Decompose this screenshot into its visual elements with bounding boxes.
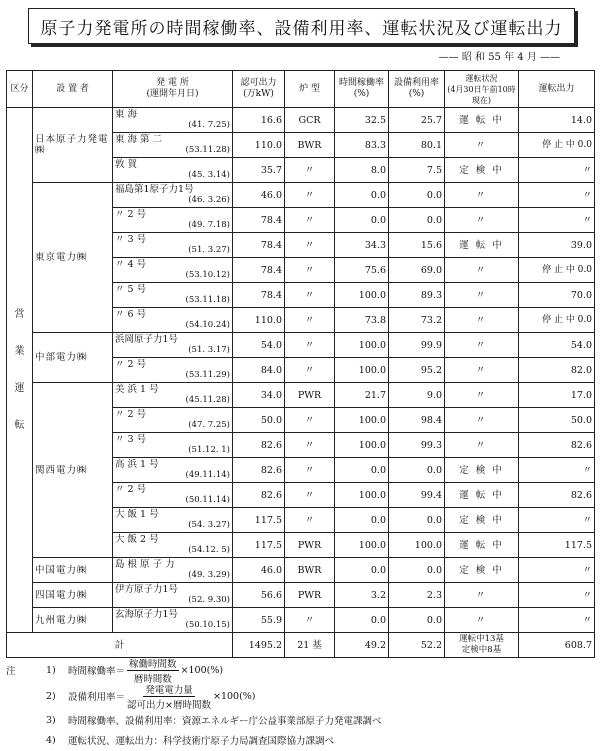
status-cell: 運 転 中 bbox=[445, 483, 519, 508]
time-rate-cell: 100.0 bbox=[335, 333, 389, 358]
util-rate-cell: 98.4 bbox=[389, 408, 445, 433]
plant-table bbox=[6, 70, 595, 658]
plant-cell bbox=[113, 333, 233, 358]
reactor-cell: 〃 bbox=[285, 483, 335, 508]
plant-name: 島 根 原 子 力 bbox=[115, 559, 175, 570]
time-rate-cell: 75.6 bbox=[335, 258, 389, 283]
status-cell: 〃 bbox=[445, 258, 519, 283]
output-cell: 〃 bbox=[519, 508, 595, 533]
plant-name: 大 飯 1 号 bbox=[115, 509, 159, 520]
status-cell: 〃 bbox=[445, 583, 519, 608]
date-subtitle: —— 昭 和 55 年 4 月 —— bbox=[438, 52, 560, 63]
time-rate-cell: 73.8 bbox=[335, 308, 389, 333]
output-cell: 14.0 bbox=[519, 108, 595, 133]
reactor-cell: 〃 bbox=[285, 208, 335, 233]
owner-cell: 関西電力㈱ bbox=[33, 383, 113, 558]
util-rate-cell: 7.5 bbox=[389, 158, 445, 183]
plant-name: 美 浜 1 号 bbox=[115, 384, 159, 395]
plant-cell bbox=[113, 458, 233, 483]
plant-date: (50.11.14) bbox=[185, 495, 230, 505]
total-time: 49.2 bbox=[335, 633, 389, 658]
plant-name: 〃 2 号 bbox=[115, 409, 147, 420]
header-plant: 発 電 所 (運開年月日) bbox=[113, 71, 233, 108]
status-cell: 〃 bbox=[445, 408, 519, 433]
owner-cell: 東京電力㈱ bbox=[33, 183, 113, 333]
plant-cell bbox=[113, 183, 233, 208]
output-cell: 82.0 bbox=[519, 358, 595, 383]
plant-date: (51. 3.17) bbox=[188, 345, 230, 355]
plant-cell bbox=[113, 558, 233, 583]
kubun-cell bbox=[7, 108, 33, 633]
header-kubun: 区分 bbox=[7, 71, 33, 108]
plant-name: 大 飯 2 号 bbox=[115, 534, 159, 545]
header-output: 運転出力 bbox=[519, 71, 595, 108]
plant-date: (54. 3.27) bbox=[188, 520, 230, 530]
output-cell: 〃 bbox=[519, 183, 595, 208]
time-rate-cell: 32.5 bbox=[335, 108, 389, 133]
time-rate-cell: 0.0 bbox=[335, 208, 389, 233]
plant-date: (53.11.18) bbox=[185, 295, 230, 305]
note-3 bbox=[6, 710, 594, 730]
util-rate-cell: 0.0 bbox=[389, 183, 445, 208]
util-rate-cell: 0.0 bbox=[389, 508, 445, 533]
owner-cell: 四国電力㈱ bbox=[33, 583, 113, 608]
plant-date: (46. 3.26) bbox=[188, 195, 230, 205]
plant-cell bbox=[113, 108, 233, 133]
plant-date: (51.12. 1) bbox=[188, 445, 230, 455]
plant-name: 敦 賀 bbox=[115, 159, 138, 170]
plant-name: 東 海 bbox=[115, 109, 138, 120]
reactor-cell: BWR bbox=[285, 558, 335, 583]
capacity-cell: 82.6 bbox=[233, 458, 285, 483]
plant-name: 浜岡原子力1号 bbox=[115, 334, 179, 345]
plant-name: 〃 3 号 bbox=[115, 234, 147, 245]
page-title bbox=[28, 8, 575, 44]
reactor-cell: 〃 bbox=[285, 408, 335, 433]
status-cell: 運 転 中 bbox=[445, 233, 519, 258]
status-cell: 〃 bbox=[445, 358, 519, 383]
reactor-cell: PWR bbox=[285, 583, 335, 608]
status-cell: 〃 bbox=[445, 383, 519, 408]
capacity-cell: 50.0 bbox=[233, 408, 285, 433]
status-cell: 運 転 中 bbox=[445, 108, 519, 133]
util-rate-cell: 73.2 bbox=[389, 308, 445, 333]
plant-cell bbox=[113, 133, 233, 158]
table-row bbox=[7, 558, 595, 583]
time-rate-cell: 0.0 bbox=[335, 183, 389, 208]
kubun-char: 業 bbox=[14, 346, 25, 357]
note-4-text: 運転状況、運転出力：科学技術庁原子力局調査国際協力課調べ bbox=[68, 736, 335, 747]
capacity-cell: 16.6 bbox=[233, 108, 285, 133]
time-rate-cell: 100.0 bbox=[335, 533, 389, 558]
time-rate-cell: 0.0 bbox=[335, 508, 389, 533]
status-cell: 〃 bbox=[445, 183, 519, 208]
plant-cell bbox=[113, 508, 233, 533]
plant-name: 〃 5 号 bbox=[115, 284, 147, 295]
capacity-cell: 82.6 bbox=[233, 433, 285, 458]
util-rate-cell: 15.6 bbox=[389, 233, 445, 258]
util-rate-cell: 100.0 bbox=[389, 533, 445, 558]
plant-date: (53.11.28) bbox=[185, 145, 230, 155]
total-label: 計 bbox=[7, 633, 233, 658]
note-2-denominator: 認可出力×暦時間数 bbox=[127, 699, 211, 711]
header-reactor: 炉 型 bbox=[285, 71, 335, 108]
output-cell: 停 止 中 0.0 bbox=[519, 308, 595, 333]
header-util-rate: 設備利用率 (%) bbox=[389, 71, 445, 108]
util-rate-cell: 99.9 bbox=[389, 333, 445, 358]
status-cell: 〃 bbox=[445, 608, 519, 633]
table-row bbox=[7, 583, 595, 608]
util-rate-cell: 99.4 bbox=[389, 483, 445, 508]
util-rate-cell: 9.0 bbox=[389, 383, 445, 408]
reactor-cell: 〃 bbox=[285, 333, 335, 358]
plant-cell bbox=[113, 358, 233, 383]
total-status bbox=[445, 633, 519, 658]
plant-cell bbox=[113, 408, 233, 433]
time-rate-cell: 0.0 bbox=[335, 458, 389, 483]
time-rate-cell: 100.0 bbox=[335, 483, 389, 508]
util-rate-cell: 25.7 bbox=[389, 108, 445, 133]
plant-cell bbox=[113, 258, 233, 283]
plant-date: (49.11.14) bbox=[185, 470, 230, 480]
plant-cell bbox=[113, 158, 233, 183]
note-1-label: 時間稼働率＝ bbox=[68, 666, 126, 677]
total-capacity: 1495.2 bbox=[233, 633, 285, 658]
table-row bbox=[7, 183, 595, 208]
output-cell: 17.0 bbox=[519, 383, 595, 408]
output-cell: 39.0 bbox=[519, 233, 595, 258]
util-rate-cell: 95.2 bbox=[389, 358, 445, 383]
note-2-label: 設備利用率＝ bbox=[68, 692, 126, 703]
plant-date: (45.11.28) bbox=[185, 395, 230, 405]
plant-date: (49. 3.29) bbox=[188, 570, 230, 580]
output-cell: 〃 bbox=[519, 458, 595, 483]
header-status: 運転状況 (4月30日午前10時現在) bbox=[445, 71, 519, 108]
capacity-cell: 54.0 bbox=[233, 333, 285, 358]
plant-date: (49. 7.18) bbox=[188, 220, 230, 230]
plant-date: (45. 3.14) bbox=[188, 170, 230, 180]
plant-date: (51. 3.27) bbox=[188, 245, 230, 255]
owner-cell: 中国電力㈱ bbox=[33, 558, 113, 583]
plant-cell bbox=[113, 483, 233, 508]
reactor-cell: 〃 bbox=[285, 283, 335, 308]
capacity-cell: 78.4 bbox=[233, 233, 285, 258]
plant-name: 伊方原子力1号 bbox=[115, 584, 179, 595]
plant-cell bbox=[113, 583, 233, 608]
note-1 bbox=[6, 658, 594, 685]
owner-cell: 九州電力㈱ bbox=[33, 608, 113, 633]
util-rate-cell: 99.3 bbox=[389, 433, 445, 458]
title-text: 原子力発電所の時間稼働率、設備利用率、運転状況及び運転出力 bbox=[40, 18, 563, 39]
util-rate-cell: 0.0 bbox=[389, 458, 445, 483]
plant-name: 〃 4 号 bbox=[115, 259, 147, 270]
table-row bbox=[7, 608, 595, 633]
status-cell: 〃 bbox=[445, 333, 519, 358]
plant-date: (53.11.29) bbox=[185, 370, 230, 380]
note-4-index: 4) bbox=[46, 734, 56, 746]
output-cell: 〃 bbox=[519, 583, 595, 608]
status-cell: 定 検 中 bbox=[445, 558, 519, 583]
capacity-cell: 84.0 bbox=[233, 358, 285, 383]
capacity-cell: 82.6 bbox=[233, 483, 285, 508]
plant-date: (41. 7.25) bbox=[188, 120, 230, 130]
capacity-cell: 117.5 bbox=[233, 508, 285, 533]
status-cell: 定 検 中 bbox=[445, 158, 519, 183]
total-status-inspection: 定検中8基 bbox=[461, 645, 502, 655]
time-rate-cell: 8.0 bbox=[335, 158, 389, 183]
note-2-tail: ×100(%) bbox=[212, 690, 256, 702]
time-rate-cell: 100.0 bbox=[335, 358, 389, 383]
output-cell: 70.0 bbox=[519, 283, 595, 308]
note-2-numerator: 発電電力量 bbox=[143, 682, 195, 697]
reactor-cell: 〃 bbox=[285, 508, 335, 533]
capacity-cell: 110.0 bbox=[233, 308, 285, 333]
note-1-tail: ×100(%) bbox=[180, 664, 224, 676]
plant-name: 〃 2 号 bbox=[115, 484, 147, 495]
output-cell: 82.6 bbox=[519, 433, 595, 458]
plant-cell bbox=[113, 208, 233, 233]
plant-name: 東 海 第 二 bbox=[115, 134, 163, 145]
time-rate-cell: 100.0 bbox=[335, 408, 389, 433]
header-capacity: 認可出力 (万kW) bbox=[233, 71, 285, 108]
output-cell: 〃 bbox=[519, 158, 595, 183]
output-cell: 50.0 bbox=[519, 408, 595, 433]
table-row bbox=[7, 383, 595, 408]
output-cell: 54.0 bbox=[519, 333, 595, 358]
notes bbox=[6, 660, 594, 750]
plant-date: (54.10.24) bbox=[185, 320, 230, 330]
output-cell: 〃 bbox=[519, 558, 595, 583]
plant-name: 〃 2 号 bbox=[115, 209, 147, 220]
plant-cell bbox=[113, 433, 233, 458]
status-cell: 〃 bbox=[445, 433, 519, 458]
header-row bbox=[7, 71, 595, 108]
header-time-rate: 時間稼働率 (%) bbox=[335, 71, 389, 108]
plant-cell bbox=[113, 283, 233, 308]
plant-date: (50.10.15) bbox=[185, 620, 230, 630]
util-rate-cell: 69.0 bbox=[389, 258, 445, 283]
time-rate-cell: 21.7 bbox=[335, 383, 389, 408]
table-row bbox=[7, 333, 595, 358]
note-2-fraction bbox=[127, 682, 211, 711]
reactor-cell: 〃 bbox=[285, 358, 335, 383]
total-output: 608.7 bbox=[519, 633, 595, 658]
output-cell: 82.6 bbox=[519, 483, 595, 508]
note-2-index: 2) bbox=[46, 690, 56, 702]
capacity-cell: 110.0 bbox=[233, 133, 285, 158]
reactor-cell: 〃 bbox=[285, 458, 335, 483]
plant-name: 高 浜 1 号 bbox=[115, 459, 159, 470]
time-rate-cell: 0.0 bbox=[335, 608, 389, 633]
plant-date: (52. 9.30) bbox=[188, 595, 230, 605]
plant-date: (47. 7.25) bbox=[188, 420, 230, 430]
plant-cell bbox=[113, 533, 233, 558]
notes-prefix: 注 bbox=[6, 666, 16, 677]
time-rate-cell: 83.3 bbox=[335, 133, 389, 158]
capacity-cell: 56.6 bbox=[233, 583, 285, 608]
status-cell: 〃 bbox=[445, 308, 519, 333]
util-rate-cell: 0.0 bbox=[389, 558, 445, 583]
status-cell: 〃 bbox=[445, 208, 519, 233]
note-3-index: 3) bbox=[46, 714, 56, 726]
capacity-cell: 78.4 bbox=[233, 208, 285, 233]
total-row bbox=[7, 633, 595, 658]
util-rate-cell: 2.3 bbox=[389, 583, 445, 608]
plant-date: (54.12. 5) bbox=[188, 545, 230, 555]
plant-date: (53.10.12) bbox=[185, 270, 230, 280]
plant-cell bbox=[113, 233, 233, 258]
reactor-cell: 〃 bbox=[285, 183, 335, 208]
table-row bbox=[7, 108, 595, 133]
time-rate-cell: 34.3 bbox=[335, 233, 389, 258]
util-rate-cell: 80.1 bbox=[389, 133, 445, 158]
status-cell: 〃 bbox=[445, 133, 519, 158]
owner-cell: 中部電力㈱ bbox=[33, 333, 113, 383]
header-owner: 設 置 者 bbox=[33, 71, 113, 108]
note-1-index: 1) bbox=[46, 664, 56, 676]
status-cell: 定 検 中 bbox=[445, 508, 519, 533]
reactor-cell: PWR bbox=[285, 383, 335, 408]
note-3-text: 時間稼働率、設備利用率：資源エネルギー庁公益事業部原子力発電課調べ bbox=[68, 716, 382, 727]
plant-name: 〃 2 号 bbox=[115, 359, 147, 370]
reactor-cell: GCR bbox=[285, 108, 335, 133]
capacity-cell: 46.0 bbox=[233, 558, 285, 583]
owner-cell: 日本原子力発電㈱ bbox=[33, 108, 113, 183]
capacity-cell: 35.7 bbox=[233, 158, 285, 183]
status-cell: 定 検 中 bbox=[445, 458, 519, 483]
time-rate-cell: 3.2 bbox=[335, 583, 389, 608]
reactor-cell: 〃 bbox=[285, 233, 335, 258]
kubun-char: 営 bbox=[14, 309, 25, 320]
plant-name: 玄海原子力1号 bbox=[115, 609, 179, 620]
total-status-running: 運転中13基 bbox=[459, 634, 504, 644]
output-cell: 117.5 bbox=[519, 533, 595, 558]
reactor-cell: 〃 bbox=[285, 608, 335, 633]
note-1-denominator: 暦時間数 bbox=[133, 673, 172, 685]
output-cell: 停 止 中 0.0 bbox=[519, 133, 595, 158]
capacity-cell: 78.4 bbox=[233, 283, 285, 308]
capacity-cell: 34.0 bbox=[233, 383, 285, 408]
plant-cell bbox=[113, 308, 233, 333]
note-1-numerator: 稼働時間数 bbox=[127, 656, 179, 671]
reactor-cell: BWR bbox=[285, 133, 335, 158]
output-cell: 〃 bbox=[519, 208, 595, 233]
reactor-cell: 〃 bbox=[285, 258, 335, 283]
status-cell: 運 転 中 bbox=[445, 533, 519, 558]
time-rate-cell: 100.0 bbox=[335, 433, 389, 458]
plant-cell bbox=[113, 608, 233, 633]
time-rate-cell: 100.0 bbox=[335, 283, 389, 308]
capacity-cell: 117.5 bbox=[233, 533, 285, 558]
plant-name: 福島第1原子力1号 bbox=[115, 184, 194, 195]
reactor-cell: 〃 bbox=[285, 433, 335, 458]
capacity-cell: 55.9 bbox=[233, 608, 285, 633]
kubun-char: 運 bbox=[14, 383, 25, 394]
time-rate-cell: 0.0 bbox=[335, 558, 389, 583]
output-cell: 停 止 中 0.0 bbox=[519, 258, 595, 283]
util-rate-cell: 89.3 bbox=[389, 283, 445, 308]
plant-name: 〃 6 号 bbox=[115, 309, 147, 320]
kubun-char: 転 bbox=[14, 420, 25, 431]
status-cell: 〃 bbox=[445, 283, 519, 308]
util-rate-cell: 0.0 bbox=[389, 208, 445, 233]
plant-name: 〃 3 号 bbox=[115, 434, 147, 445]
note-4 bbox=[6, 730, 594, 750]
plant-cell bbox=[113, 383, 233, 408]
note-1-fraction bbox=[127, 656, 179, 685]
util-rate-cell: 0.0 bbox=[389, 608, 445, 633]
capacity-cell: 46.0 bbox=[233, 183, 285, 208]
reactor-cell: 〃 bbox=[285, 158, 335, 183]
reactor-cell: PWR bbox=[285, 533, 335, 558]
total-util: 52.2 bbox=[389, 633, 445, 658]
total-reactor: 21 基 bbox=[285, 633, 335, 658]
reactor-cell: 〃 bbox=[285, 308, 335, 333]
capacity-cell: 78.4 bbox=[233, 258, 285, 283]
output-cell: 〃 bbox=[519, 608, 595, 633]
note-2 bbox=[6, 684, 594, 711]
